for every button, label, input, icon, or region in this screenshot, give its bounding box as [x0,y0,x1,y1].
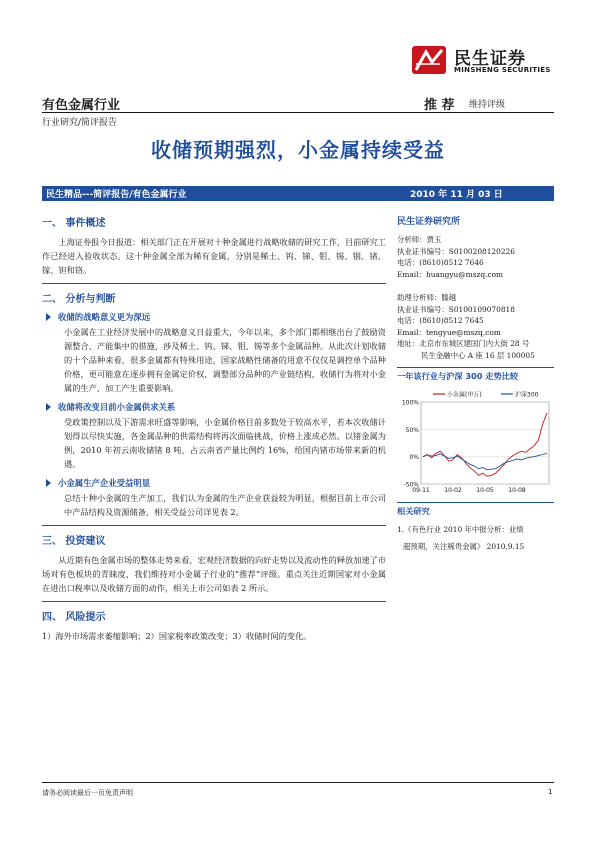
chart-y-tick: 0% [409,454,419,462]
subsection-2-title: 收储将改变目前小金属供求关系 [58,402,176,412]
institute-name: 民生证券研究所 [397,217,461,227]
page-number: 1 [548,788,553,796]
analyst-1-tel: (8610)8512 7646 [419,258,484,267]
brand-name-en: MINSHENG SECURITIES [454,66,551,74]
sidebar [397,214,554,555]
analyst-1-name: 贾玉 [426,235,442,244]
section-divider [42,283,386,284]
title-bar [42,186,554,201]
section-1-title: 一、 事件概述 [42,218,106,229]
report-type: 行业研究/简评报告 [42,118,118,128]
related-item-1[interactable]: 1.《有色行业 2010 年中报分析：业绩 [397,525,524,534]
chart-y-tick: 100% [401,399,419,407]
footer-rule [42,782,554,783]
performance-chart [397,386,554,496]
chart-frame [421,402,549,484]
industry-label: 有色金属行业 [42,98,121,113]
subsection-3 [42,477,386,519]
chart-x-tick: 09-11 [412,487,430,494]
subsection-2 [42,401,386,471]
analyst-2-email[interactable]: tengyue@mszq.com [425,327,501,337]
subsection-1-paragraph: 小金属在工业经济发展中的战略意义日益重大，今年以来，多个部门都相继出台了鼓励资源整合、产能集中的措施，涉及稀土、钨、锑、钼、锡等多个金属品种。从此次计划收储的十个品种来看，很多金属都有特殊用途，国家战略性储备的用意不仅仅是调控单个品种价格，更可能意在逐步拥有金属定价权，调整部分品种的产业链结构，收储行为将对小金属的生产、加工产生重要影响。 [64,327,386,393]
brand-logo [410,42,560,78]
section-4-title: 四、 风险提示 [42,612,106,623]
subsection-3-title: 小金属生产企业受益明显 [58,478,151,488]
subsection-1-title: 收储的战略意义更为深远 [58,312,151,322]
chart-legend-label: 小金属(申万) [447,391,482,399]
brand-name-cn: 民生证券 [454,49,526,69]
main-content [42,214,386,649]
section-2-title: 二、 分析与判断 [42,294,116,305]
triangle-bullet-icon [46,313,51,321]
chart-x-tick: 10-02 [444,487,462,494]
related-research-title: 相关研究 [397,506,430,516]
minsheng-logo-icon [410,42,450,78]
header-rule [42,112,554,113]
triangle-bullet-icon [46,479,51,487]
rating-label: 推 荐 [424,98,455,113]
related-item-1-cont[interactable]: 超预期，关注稀贵金属》 2010.9.15 [403,542,525,551]
sidebar-divider [397,502,554,503]
related-research-list [397,521,554,555]
performance-chart-svg [397,386,554,496]
report-title: 收储预期强烈，小金属持续受益 [151,138,445,162]
chart-y-tick: 50% [405,426,419,434]
series-label: 民生精品---简评报告/有色金属行业 [46,190,187,200]
analyst-info: 分析师：贾玉 执业证书编号：S0100208120226 电话：(8610)8512 7646 Email：huangyu@mszq.com 助理分析师：滕越 执业证书编号：S0100109070818 电话：(8610)8512 7645 Email：tengyue@mszq.com 地址：北京市东城区建国门内大街 28 号 民生金融中心 A 座 16 层 100005 [397,235,535,360]
section-divider [42,601,386,602]
rating-sub-label: 维持评级 [469,100,506,110]
analyst-2-cert: S0100109070818 [448,304,515,314]
subsection-3-paragraph: 总结十种小金属的生产加工，我们认为金属的生产企业获益较为明显，根据目前上市公司中产品结构及资源储备，相关受益公司详见表 2。 [64,493,386,517]
analyst-2-name: 滕越 [441,293,457,302]
chart-title: 一年该行业与沪深 300 走势比较 [397,371,519,381]
analyst-1-email[interactable]: huangyu@mszq.com [425,269,504,279]
section-3-title: 三、 投资建议 [42,536,106,547]
section-1-paragraph: 上海证券报今日报道：相关部门正在开展对十种金属进行战略收储的研究工作，目前研究工作已经进入验收状态。这十种金属全部为稀有金属，分别是稀土、钨、锑、钼、锡、铟、锗、镓、钽和铬。 [42,237,386,275]
chart-legend-label: 沪深300 [515,391,539,399]
subsection-2-paragraph: 受政策控制以及下游需求旺盛等影响，小金属价格目前多数处于较高水平，若本次收储计划得以尽快实施，各金属品种的供需结构将再次面临挑战，价格上涨成必然。以锗金属为例，2010 年初云南收储锗 8 吨，占云南省产量比例约 16%，给国内锗市场带来新的机遇。 [64,417,386,469]
chart-y-tick: -50% [403,481,419,489]
section-4-paragraph: 1）海外市场需求萎缩影响；2）国家税率政策改变；3）收储时间的变化。 [42,631,312,641]
triangle-bullet-icon [46,403,51,411]
sidebar-divider [397,367,554,368]
footer-disclaimer: 请务必阅读最后一页免责声明 [42,789,133,797]
chart-series-line-2 [423,453,547,469]
analyst-2-tel: (8610)8512 7645 [419,316,484,325]
report-date: 2010 年 11 月 03 日 [410,190,503,200]
address-line-2: 民生金融中心 A 座 16 层 100005 [421,350,535,360]
chart-x-tick: 10-08 [508,487,526,494]
chart-series-line-1 [423,413,547,476]
section-divider [42,525,386,526]
address-line-1: 北京市东城区建国门内大街 28 号 [419,339,530,348]
subsection-1 [42,311,386,395]
chart-x-tick: 10-05 [476,487,494,494]
section-3-paragraph: 从近期有色金属市场的整体走势来看，宏观经济数据的向好走势以及流动性的释放加速了市场对有色板块的青睐度，我们维持对小金属子行业的“推荐”评级。重点关注近期国家对小金属在进出口税率以及收储方面的动作，相关上市公司如表 2 所示。 [42,555,386,593]
analyst-1-cert: S0100208120226 [448,246,515,256]
